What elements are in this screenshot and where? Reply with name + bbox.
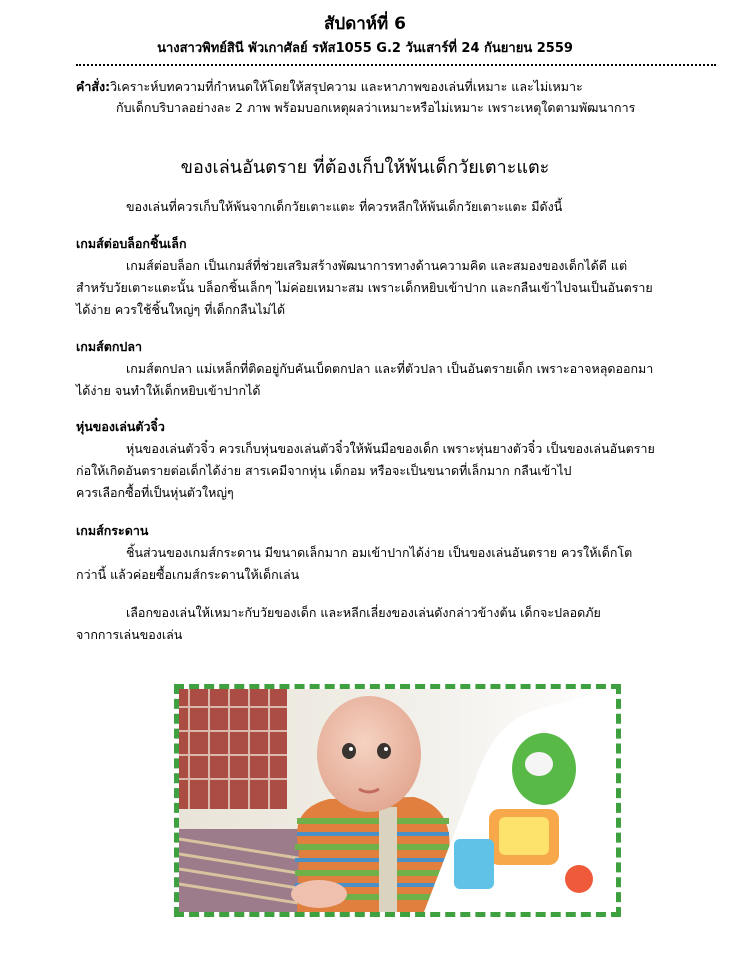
section-line: เกมส์ต่อบล็อก เป็นเกมส์ที่ช่วยเสริมสร้างพัฒนาการทางด้านความคิด และสมองของเด็กได้ดี แต่ [126, 258, 628, 273]
student-info: นางสาวพิทย์สินี พัวเกาศัลย์ รหัส1055 G.2 วันเสาร์ที่ 24 กันยายน 2559 [157, 41, 573, 56]
section-line: ควรเลือกซื้อที่เป็นหุ่นตัวใหญ่ๆ [76, 485, 234, 500]
conclusion-line: เลือกของเล่นให้เหมาะกับวัยของเด็ก และหลีกเลี่ยงของเล่นดังกล่าวข้างต้น เด็กจะปลอดภัย [126, 605, 601, 620]
section-line: ได้ง่าย ควรใช้ชิ้นใหญ่ๆ ที่เด็กกลืนไม่ได้ [76, 302, 286, 317]
intro-text: ของเล่นที่ควรเก็บให้พ้นจากเด็กวัยเตาะแตะ ที่ควรหลีกให้พ้นเด็กวัยเตาะแตะ มีดังนี้ [126, 199, 563, 214]
section-heading: เกมส์ตกปลา [76, 339, 143, 354]
plaid-curtain [179, 689, 287, 809]
article-intro [76, 196, 716, 218]
section-heading: เกมส์กระดาน [76, 523, 149, 538]
instruction-block [76, 76, 726, 118]
section-line: สำหรับวัยเตาะแตะนั้น บล็อกชิ้นเล็กๆ ไม่ค่อยเหมาะสม เพราะเด็กหยิบเข้าปาก และกลืนเข้าไปจนเป็นอันตราย [76, 280, 653, 295]
section-line: ชิ้นส่วนของเกมส์กระดาน มีขนาดเล็กมาก อมเข้าปากได้ง่าย เป็นของเล่นอันตราย ควรให้เด็กโต [126, 545, 633, 560]
article-title: ของเล่นอันตราย ที่ต้องเก็บให้พ้นเด็กวัยเตาะแตะ [180, 157, 550, 178]
baby-photo [179, 689, 616, 912]
section-line: ได้ง่าย จนทำให้เด็กหยิบเข้าปากได้ [76, 383, 261, 398]
section-fishing-game [76, 336, 716, 402]
section-line: เกมส์ตกปลา แม่เหล็กที่ติดอยู่กับคันเบ็ดตกปลา และที่ตัวปลา เป็นอันตรายเด็ก เพราะอาจหลุดออกมา [126, 361, 654, 376]
section-line: หุ่นของเล่นตัวจิ๋ว ควรเก็บหุ่นของเล่นตัวจิ๋วให้พ้นมือของเด็ก เพราะหุ่นยางตัวจิ๋ว เป็นของเล่นอันตราย [126, 441, 655, 456]
instruction-label: คำสั่ง: [76, 79, 111, 94]
section-line: กว่านี้ แล้วค่อยซื้อเกมส์กระดานให้เด็กเล่น [76, 567, 300, 582]
section-tiny-figures [76, 416, 716, 504]
section-heading: หุ่นของเล่นตัวจิ๋ว [76, 419, 165, 434]
section-line: ก่อให้เกิดอันตรายต่อเด็กได้ง่าย สารเคมีจากหุ่น เด็กอม หรือจะเป็นขนาดที่เล็กมาก กลืนเข้าไป [76, 463, 572, 478]
section-heading: เกมส์ต่อบล็อกชิ้นเล็ก [76, 236, 187, 251]
week-title: สัปดาห์ที่ 6 [324, 14, 406, 34]
baby-photo-frame [174, 684, 621, 917]
instruction-line-2: กับเด็กบริบาลอย่างละ 2 ภาพ พร้อมบอกเหตุผลว่าเหมาะหรือไม่เหมาะ เพราะเหตุใดตามพัฒนาการ [116, 100, 636, 115]
conclusion-line: จากการเล่นของเล่น [76, 627, 183, 642]
conclusion-block [76, 602, 716, 646]
instruction-line-1: วิเคราะห์บทความที่กำหนดให้โดยให้สรุปความ และหาภาพของเล่นที่เหมาะ และไม่เหมาะ [110, 79, 583, 94]
section-block-blocks [76, 233, 716, 321]
dotted-divider [76, 64, 716, 66]
section-board-game [76, 520, 716, 586]
